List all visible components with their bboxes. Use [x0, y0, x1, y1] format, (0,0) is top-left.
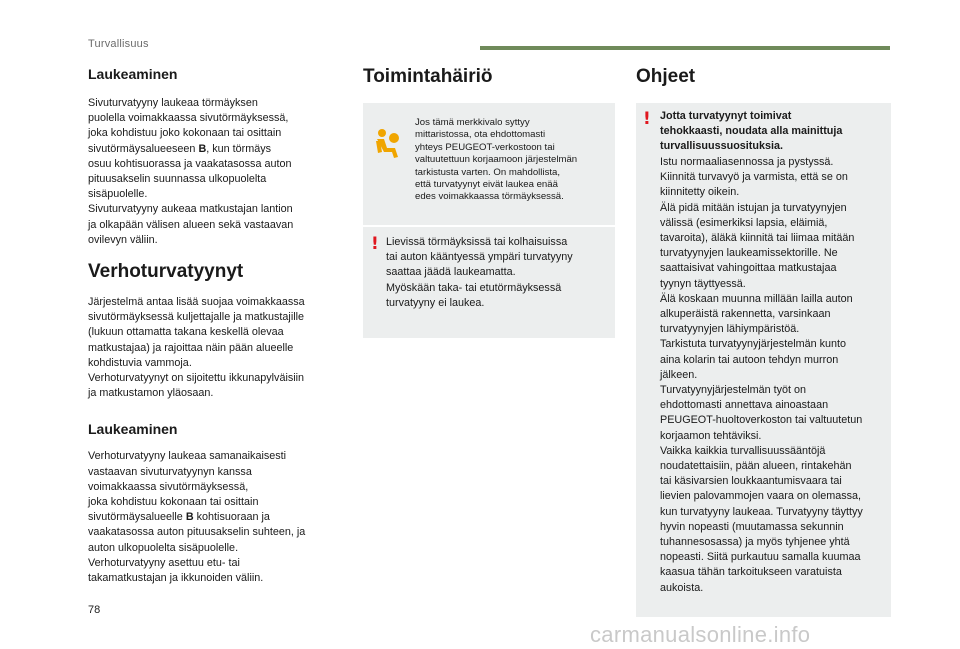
left-column [88, 66, 333, 586]
instructions-bold-text: Jotta turvatyynyt toimivat tehokkaasti, noudata alla mainittuja turvallisuussuosituksia. [660, 110, 843, 153]
side-airbag-deploy-title: Laukeaminen [88, 66, 178, 82]
instructions-body-text: Istu normaaliasennossa ja pystyssä. Kiinnitä turvavyö ja varmista, että se on kiinnitetty oikein. Älä pidä mitään istujan ja turvatyynyjen välissä (esimerkiksi lapsia, eläimiä, tavaroita), äläkä kiinnitä tai liimaa mitään turvatyynyjen laukeamissektorille. Ne saattaisivat vahingoittaa matkustajaa tyynyn täyttyessä. Älä koskaan muunna millään lailla auton alkuperäistä rakennetta, varsinkaan turvatyynyjen lähiympäristöä. Tarkistuta turvatyynyjärjestelmän kunto aina kolarin tai autoon tehdyn murron jälkeen. Turvatyynyjärjestelmän työt on ehdottomasti annettava ainoastaan PEUGEOT-huoltoverkoston tai valtuutetun korjaamon tehtäviksi. Vaikka kaikkia turvallisuussääntöjä noudatettaisiin, pään alueen, rintakehän tai käsivarsien loukkaantumisvaara tai lievien palovammojen vaara on olemassa, kun turvatyyny laukeaa. Turvatyyny täyttyy hyvin nopeasti (muutamassa sekunnin tuhannesosassa) ja myös tyhjenee yhtä nopeasti. Siitä purkautuu samalla kuumaa kaasua tähän tarkoitukseen varatuista aukoista. [660, 156, 863, 594]
side-airbag-deploy-text: Sivuturvatyyny laukeaa törmäyksen puolella voimakkaassa sivutörmäyksessä, joka kohdistuu joko kokonaan tai osittain sivutörmäysalueeseen B, kun törmäys osuu kohtisuorassa ja vaakatasossa auton pituusakselin suunnassa ulkopuolelta sisäpuolelle. Sivuturvatyyny aukeaa matkustajan lantion ja olkapään välisen alueen sekä vastaavan ovilevyn väliin. [88, 97, 294, 246]
low-impact-warning-text: Lievissä törmäyksissä tai kolhaisuissa tai auton kääntyessä ympäri turvatyyny saattaa jäädä laukeamatta. Myöskään taka- tai etutörmäyksessä turvatyyny ei laukea. [386, 236, 573, 309]
panel-divider [363, 225, 615, 227]
curtain-deploy-text: Verhoturvatyyny laukeaa samanaikaisesti vastaavan sivuturvatyynyn kanssa voimakkaassa sivutörmäyksessä, joka kohdistuu kokonaan tai osittain sivutörmäysalueelle B kohtisuoraan ja vaakatasossa auton pituusakselin suhteen, ja auton ulkopuolelta sisäpuolelle. Verhoturvatyyny asettuu etu- tai takamatkustajan ja ikkunoiden väliin. [88, 450, 306, 585]
watermark: carmanualsonline.info [590, 622, 811, 647]
warning-lamp-text: Jos tämä merkkivalo syttyy mittaristossa, ota ehdottomasti yhteys PEUGEOT-verkostoon tai valtuutettuun korjaamoon järjestelmän tarkistusta varten. On mahdollista, että turvatyynyt eivät laukea enää edes voimakkaassa törmäyksessä. [415, 117, 578, 203]
curtain-airbags-text: Järjestelmä antaa lisää suojaa voimakkaassa sivutörmäyksessä kuljettajalle ja matkustajille (lukuun ottamatta takana keskellä olevaa matkustajaa) ja rajoittaa näin pään alueelle kohdistuvia vammoja. Verhoturvatyynyt on sijoitettu ikkunapylväisiin ja matkustamon yläosaan. [88, 296, 305, 400]
malfunction-title: Toimintahäiriö [363, 66, 493, 87]
warning-exclamation-icon: ! [371, 234, 379, 254]
page-number: 78 [88, 604, 101, 616]
airbag-warning-icon [371, 128, 401, 160]
curtain-airbags-title: Verhoturvatyynyt [88, 261, 244, 283]
right-column [636, 66, 891, 88]
instructions-exclamation-icon: ! [643, 109, 651, 129]
section-label: Turvallisuus [88, 38, 149, 50]
curtain-deploy-title: Laukeaminen [88, 421, 178, 438]
middle-column [363, 66, 615, 88]
instructions-title: Ohjeet [636, 66, 696, 87]
header-rule [480, 46, 890, 50]
